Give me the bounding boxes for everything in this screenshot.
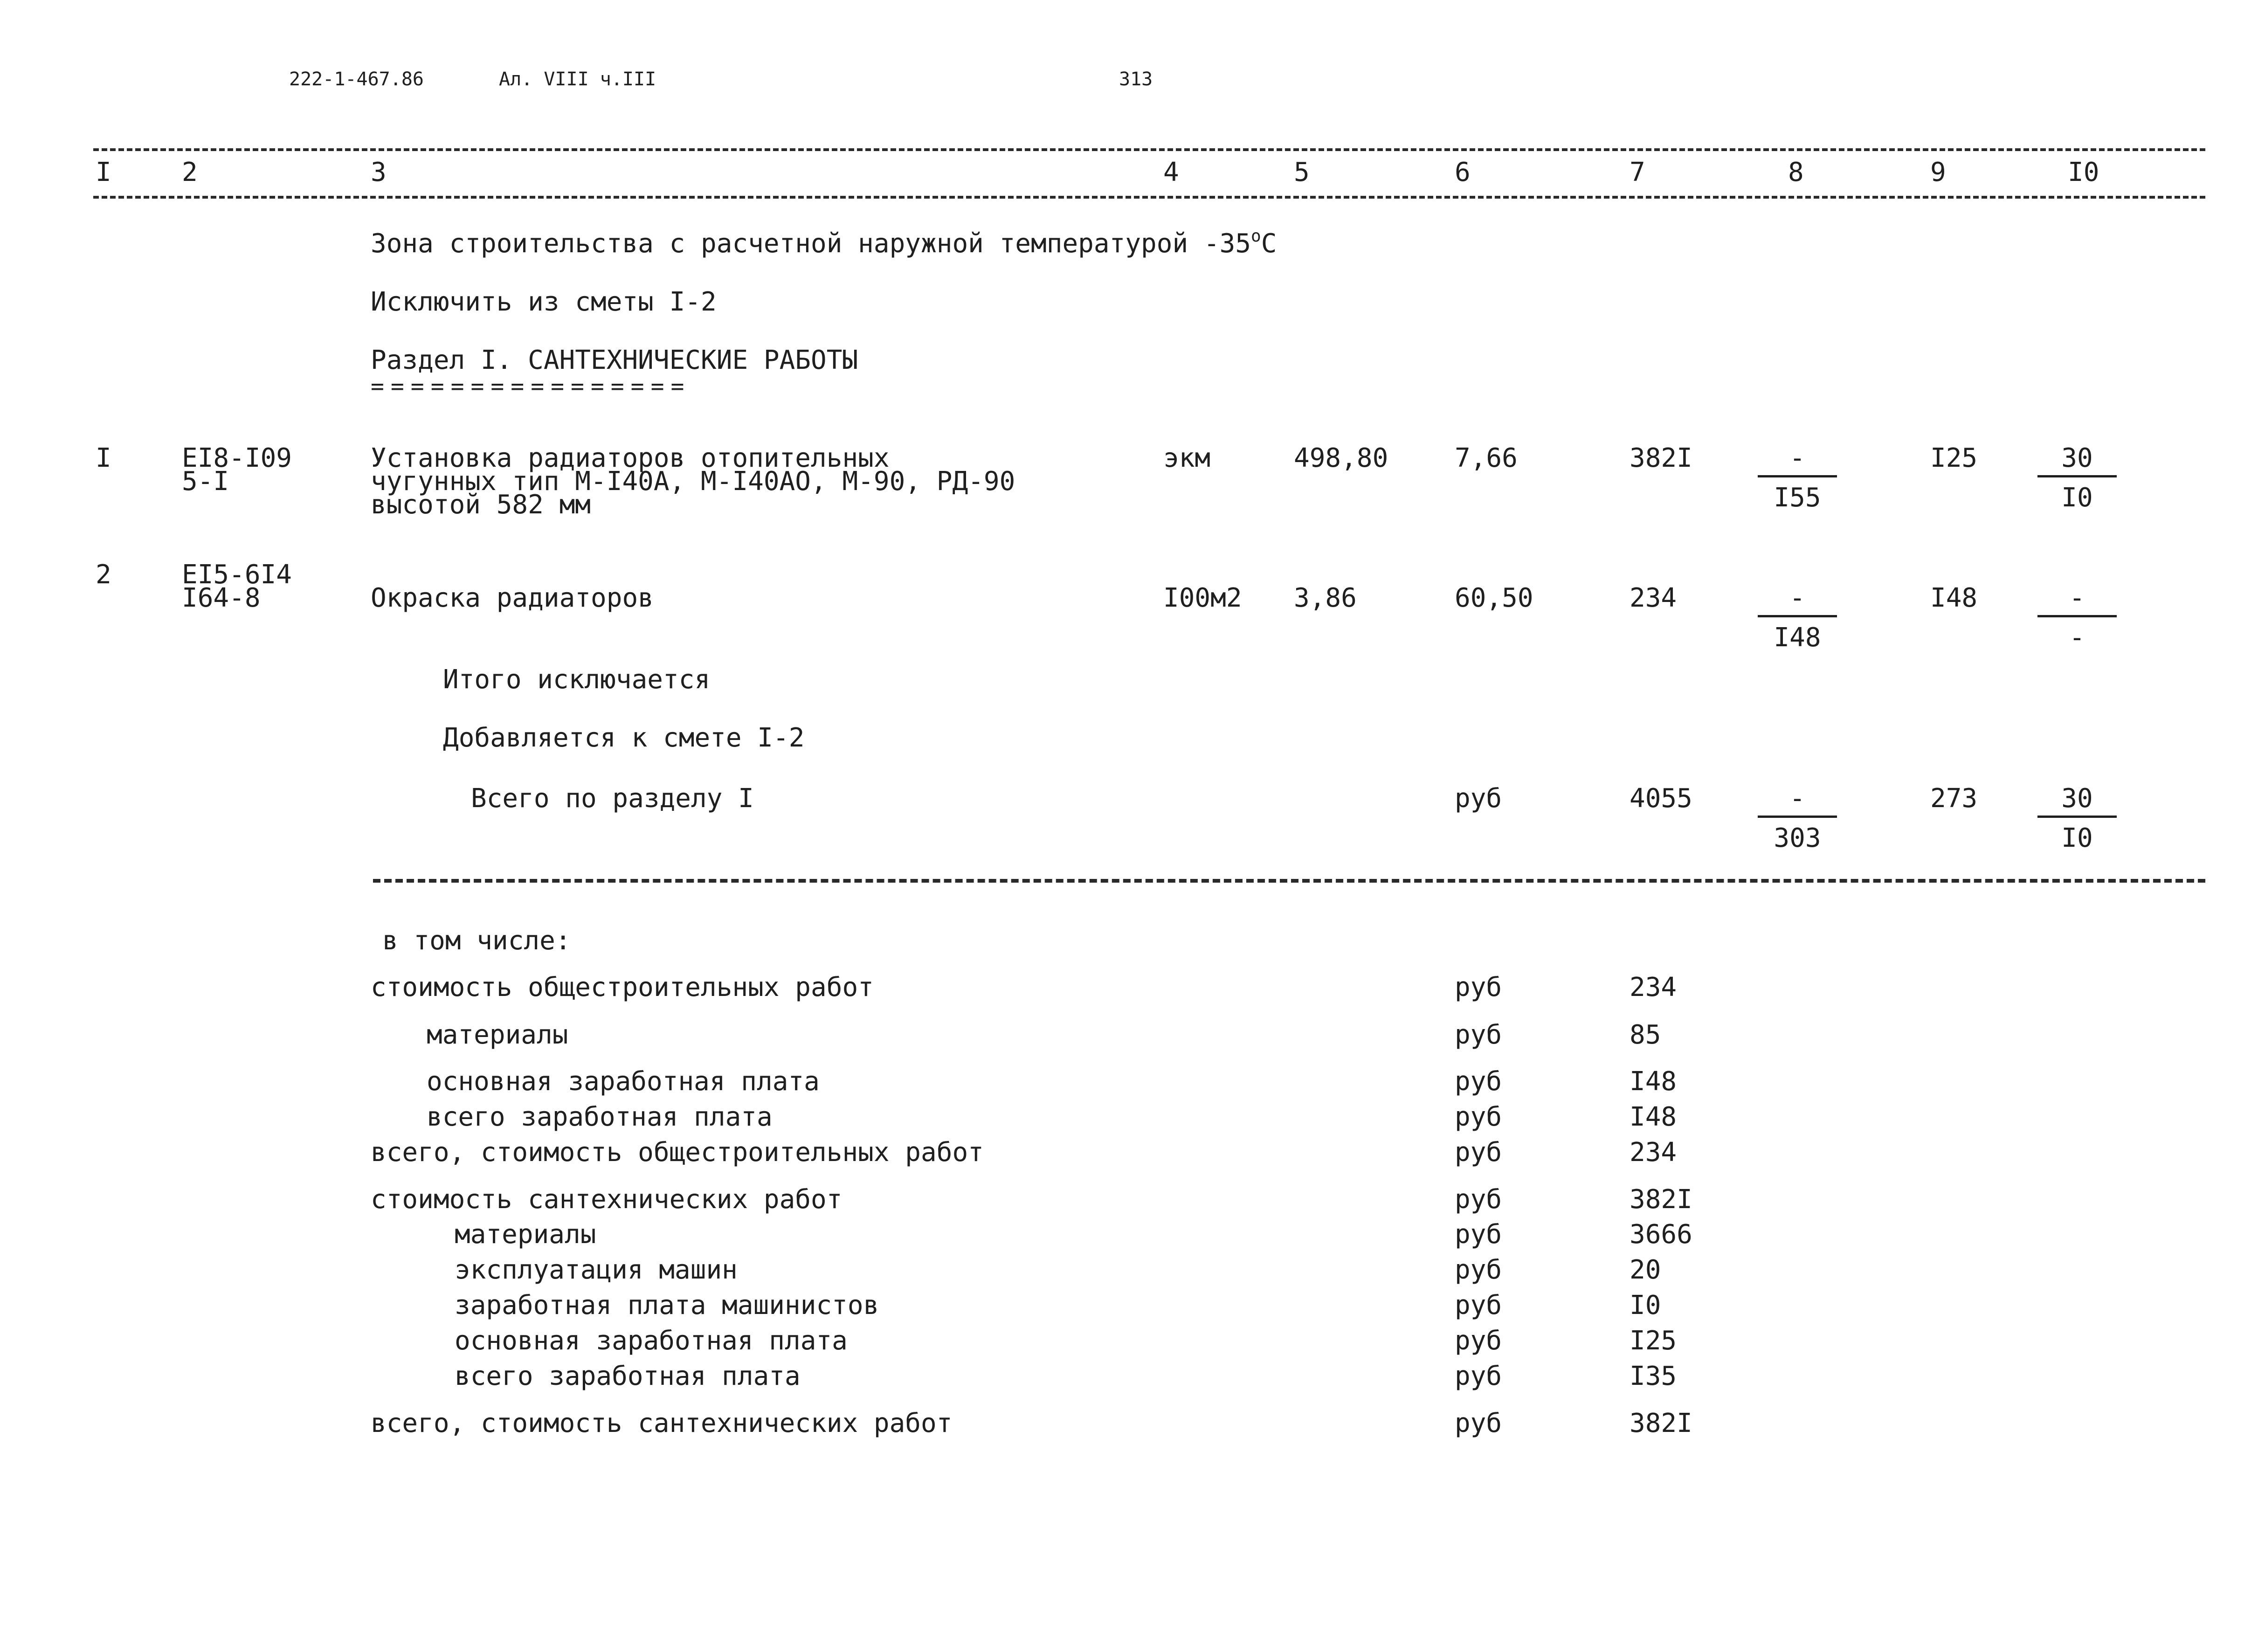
breakdown-label: стоимость общестроительных работ (371, 972, 874, 1002)
breakdown-unit: руб (1455, 1020, 1502, 1050)
breakdown-unit: руб (1455, 1066, 1502, 1097)
row-quantity: 498,80 (1294, 443, 1388, 473)
column-header: 6 (1455, 157, 1471, 187)
column-header: 4 (1163, 157, 1179, 187)
section-total-value: 4055 (1630, 783, 1692, 814)
breakdown-label: всего, стоимость общестроительных работ (371, 1137, 984, 1168)
breakdown-unit: руб (1455, 1184, 1502, 1215)
column-header: 7 (1630, 157, 1645, 187)
section-separator-rule (373, 879, 2205, 883)
breakdown-label: всего заработная плата (455, 1361, 801, 1391)
fraction-col8: - I48 (1758, 585, 1837, 651)
breakdown-value: 85 (1630, 1020, 1661, 1050)
page-number: 313 (1119, 69, 1153, 90)
breakdown-label: стоимость сантехнических работ (371, 1184, 842, 1215)
row-quantity: 3,86 (1294, 583, 1357, 613)
breakdown-value: 234 (1630, 972, 1677, 1002)
exclude-title: Исключить из сметы I-2 (371, 287, 717, 317)
breakdown-unit: руб (1455, 1255, 1502, 1285)
column-header: 9 (1930, 157, 1946, 187)
total-excluded-label: Итого исключается (443, 664, 711, 695)
row-description: Установка радиаторов отопительных (371, 443, 890, 473)
breakdown-value: 382I (1630, 1184, 1692, 1215)
fraction-col8: - I55 (1758, 445, 1837, 511)
norm-code: I64-8 (182, 583, 261, 613)
breakdown-unit: руб (1455, 1361, 1502, 1391)
breakdown-label: материалы (455, 1219, 596, 1250)
breakdown-value: I25 (1630, 1326, 1677, 1356)
breakdown-label: эксплуатация машин (455, 1255, 738, 1285)
breakdown-value: 382I (1630, 1408, 1692, 1438)
norm-code: EI8-I09 (182, 443, 292, 473)
fraction-col8: - 303 (1758, 786, 1837, 851)
row-price: 60,50 (1455, 583, 1533, 613)
zone-title: Зона строительства с расчетной наружной температурой $-35^оС$ (371, 227, 1277, 259)
row-total: 234 (1630, 583, 1677, 613)
breakdown-label: основная заработная плата (427, 1066, 820, 1097)
row-col9: I48 (1930, 583, 1978, 613)
fraction-col10: $\frac{30}{I0}$ (2037, 445, 2117, 511)
breakdown-value: I0 (1630, 1290, 1661, 1320)
column-header: I0 (2068, 157, 2099, 187)
row-price: 7,66 (1455, 443, 1518, 473)
row-description: высотой 582 мм (371, 490, 591, 520)
breakdown-value: I35 (1630, 1361, 1677, 1391)
section-total-label: Всего по разделу I (471, 783, 754, 814)
row-total: 382I (1630, 443, 1692, 473)
degree-mark: о (1251, 227, 1261, 246)
column-header: 3 (371, 157, 387, 187)
column-header: 2 (182, 157, 198, 187)
breakdown-value: 3666 (1630, 1219, 1692, 1250)
breakdown-label: всего, стоимость сантехнических работ (371, 1408, 953, 1438)
breakdown-value: 20 (1630, 1255, 1661, 1285)
breakdown-label: заработная плата машинистов (455, 1290, 879, 1320)
row-description: чугунных тип М-I40А, М-I40АО, М-90, РД-90 (371, 466, 1015, 497)
breakdown-unit: руб (1455, 972, 1502, 1002)
row-unit: I00м2 (1163, 583, 1242, 613)
breakdown-unit: руб (1455, 1137, 1502, 1168)
breakdown-value: 234 (1630, 1137, 1677, 1168)
row-number: 2 (96, 560, 111, 590)
fraction-col10: - - (2037, 585, 2117, 651)
including-label: в том числе: (382, 926, 571, 956)
breakdown-label: материалы (427, 1020, 568, 1050)
fraction-col10: $\frac{30}{I0}$ (2037, 786, 2117, 851)
breakdown-unit: руб (1455, 1290, 1502, 1320)
header-bottom-rule (93, 196, 2205, 199)
breakdown-label: всего заработная плата (427, 1102, 773, 1132)
column-header: 5 (1294, 157, 1310, 187)
doc-code: 222-1-467.86 (289, 69, 424, 90)
section-title: Раздел I. САНТЕХНИЧЕСКИЕ РАБОТЫ (371, 345, 858, 375)
breakdown-unit: руб (1455, 1326, 1502, 1356)
section-total-unit: руб (1455, 783, 1502, 814)
column-header: 8 (1788, 157, 1804, 187)
row-number: I (96, 443, 111, 473)
breakdown-value: I48 (1630, 1066, 1677, 1097)
breakdown-label: основная заработная плата (455, 1326, 848, 1356)
added-title: Добавляется к смете I-2 (443, 723, 805, 753)
column-header: I (96, 157, 111, 187)
norm-code: 5-I (182, 466, 229, 497)
breakdown-unit: руб (1455, 1102, 1502, 1132)
header-top-rule (93, 148, 2205, 151)
section-underline: ================ (371, 373, 691, 400)
norm-code: EI5-6I4 (182, 560, 292, 590)
breakdown-unit: руб (1455, 1408, 1502, 1438)
section-total-col9: 273 (1930, 783, 1978, 814)
album-label: Ал. VIII ч.III (499, 69, 656, 90)
breakdown-value: I48 (1630, 1102, 1677, 1132)
row-unit: экм (1163, 443, 1211, 473)
breakdown-unit: руб (1455, 1219, 1502, 1250)
row-col9: I25 (1930, 443, 1978, 473)
row-description: Окраска радиаторов (371, 583, 654, 613)
